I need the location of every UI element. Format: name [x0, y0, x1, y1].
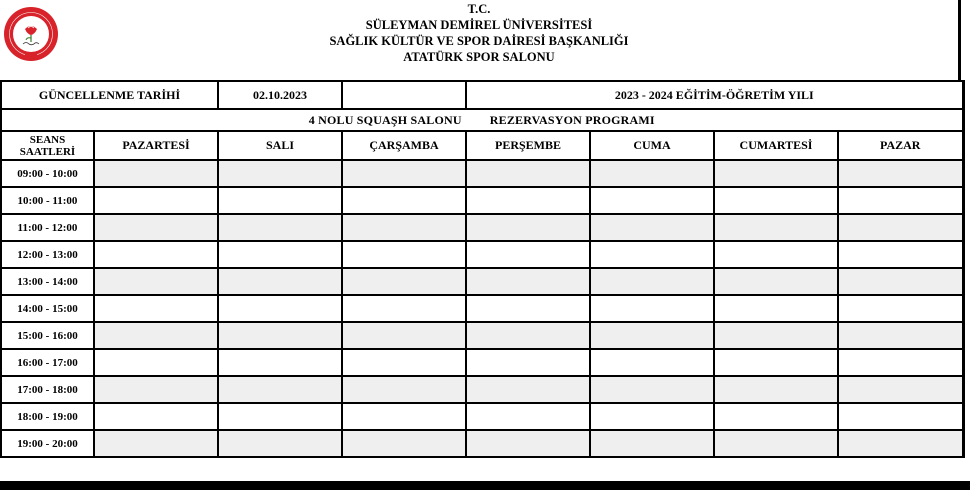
reservation-cell[interactable] [218, 268, 342, 295]
reservation-cell[interactable] [466, 322, 590, 349]
header-line-venue: ATATÜRK SPOR SALONU [403, 50, 555, 64]
reservation-cell[interactable] [94, 430, 218, 457]
header-right-border [958, 0, 961, 82]
reservation-cell[interactable] [838, 376, 963, 403]
info-empty-cell [342, 81, 466, 109]
reservation-cell[interactable] [714, 403, 838, 430]
header-line-university: SÜLEYMAN DEMİREL ÜNİVERSİTESİ [365, 18, 593, 32]
time-slot-row [1, 241, 963, 268]
time-slot-row [1, 376, 963, 403]
reservation-cell[interactable] [342, 376, 466, 403]
time-slot-label: 18:00 - 19:00 [1, 403, 94, 430]
reservation-cell[interactable] [94, 349, 218, 376]
time-slot-label: 16:00 - 17:00 [1, 349, 94, 376]
reservation-cell[interactable] [342, 268, 466, 295]
time-slot-label: 12:00 - 13:00 [1, 241, 94, 268]
info-row [1, 81, 963, 109]
reservation-cell[interactable] [838, 187, 963, 214]
header-line-department: SAĞLIK KÜLTÜR VE SPOR DAİRESİ BAŞKANLIĞI [329, 34, 629, 48]
time-slot-label: 11:00 - 12:00 [1, 214, 94, 241]
reservation-cell[interactable] [590, 349, 714, 376]
reservation-cell[interactable] [466, 187, 590, 214]
reservation-cell[interactable] [94, 187, 218, 214]
reservation-cell[interactable] [94, 241, 218, 268]
updated-date-value: 02.10.2023 [218, 81, 342, 109]
reservation-cell[interactable] [714, 322, 838, 349]
day-header: PERŞEMBE [466, 131, 590, 160]
time-slot-row [1, 160, 963, 187]
reservation-cell[interactable] [590, 430, 714, 457]
reservation-cell[interactable] [466, 430, 590, 457]
reservation-cell[interactable] [94, 403, 218, 430]
reservation-cell[interactable] [590, 376, 714, 403]
reservation-cell[interactable] [590, 187, 714, 214]
reservation-cell[interactable] [590, 403, 714, 430]
reservation-cell[interactable] [714, 214, 838, 241]
reservation-cell[interactable] [94, 214, 218, 241]
time-slot-row [1, 295, 963, 322]
time-slot-label: 15:00 - 16:00 [1, 322, 94, 349]
slot-rows [1, 160, 963, 457]
time-slot-label: 13:00 - 14:00 [1, 268, 94, 295]
reservation-cell[interactable] [466, 376, 590, 403]
reservation-cell[interactable] [342, 295, 466, 322]
reservation-cell[interactable] [714, 430, 838, 457]
hall-name: 4 NOLU SQUAŞH SALONU [308, 112, 462, 127]
reservation-cell[interactable] [342, 187, 466, 214]
reservation-cell[interactable] [466, 241, 590, 268]
reservation-cell[interactable] [342, 403, 466, 430]
reservation-cell[interactable] [342, 160, 466, 187]
time-slot-row [1, 403, 963, 430]
institution-title [0, 1, 958, 65]
reservation-table [0, 80, 965, 458]
reservation-cell[interactable] [590, 268, 714, 295]
header-line-tc: T.C. [467, 2, 491, 16]
reservation-cell[interactable] [838, 430, 963, 457]
reservation-cell[interactable] [94, 322, 218, 349]
academic-year: 2023 - 2024 EĞİTİM-ÖĞRETİM YILI [466, 81, 963, 109]
reservation-cell[interactable] [218, 376, 342, 403]
time-slot-row [1, 322, 963, 349]
day-header: PAZAR [838, 131, 963, 160]
reservation-cell[interactable] [466, 403, 590, 430]
day-header: CUMA [590, 131, 714, 160]
updated-date-label: GÜNCELLENME TARİHİ [1, 81, 218, 109]
reservation-cell[interactable] [466, 214, 590, 241]
reservation-cell[interactable] [218, 322, 342, 349]
reservation-cell[interactable] [218, 403, 342, 430]
reservation-cell[interactable] [466, 160, 590, 187]
reservation-cell[interactable] [838, 268, 963, 295]
reservation-cell[interactable] [218, 430, 342, 457]
reservation-cell[interactable] [342, 241, 466, 268]
column-header-row [1, 131, 963, 160]
reservation-cell[interactable] [590, 214, 714, 241]
reservation-cell[interactable] [342, 430, 466, 457]
day-header: PAZARTESİ [94, 131, 218, 160]
reservation-cell[interactable] [838, 403, 963, 430]
day-header: SALI [218, 131, 342, 160]
banner-row [1, 109, 963, 131]
reservation-cell[interactable] [714, 160, 838, 187]
reservation-cell[interactable] [838, 349, 963, 376]
time-slot-label: 09:00 - 10:00 [1, 160, 94, 187]
time-slot-row [1, 430, 963, 457]
reservation-cell[interactable] [218, 295, 342, 322]
time-slot-label: 14:00 - 15:00 [1, 295, 94, 322]
program-name: REZERVASYON PROGRAMI [489, 112, 655, 127]
reservation-cell[interactable] [590, 160, 714, 187]
reservation-cell[interactable] [590, 295, 714, 322]
reservation-cell[interactable] [714, 376, 838, 403]
bottom-border [0, 481, 970, 490]
page-header [0, 0, 958, 78]
time-slot-row [1, 349, 963, 376]
reservation-cell[interactable] [466, 295, 590, 322]
reservation-cell[interactable] [94, 160, 218, 187]
day-header: ÇARŞAMBA [342, 131, 466, 160]
reservation-cell[interactable] [466, 268, 590, 295]
reservation-cell[interactable] [838, 160, 963, 187]
reservation-cell[interactable] [838, 322, 963, 349]
reservation-cell[interactable] [714, 295, 838, 322]
reservation-cell[interactable] [94, 295, 218, 322]
reservation-cell[interactable] [838, 295, 963, 322]
day-header: CUMARTESİ [714, 131, 838, 160]
time-slot-row [1, 214, 963, 241]
time-slot-row [1, 268, 963, 295]
time-slot-label: 10:00 - 11:00 [1, 187, 94, 214]
seans-header: SEANS SAATLERİ [1, 131, 94, 160]
reservation-cell[interactable] [218, 241, 342, 268]
program-banner [1, 109, 963, 131]
reservation-cell[interactable] [838, 241, 963, 268]
reservation-cell[interactable] [218, 349, 342, 376]
time-slot-label: 17:00 - 18:00 [1, 376, 94, 403]
reservation-cell[interactable] [342, 322, 466, 349]
reservation-cell[interactable] [714, 187, 838, 214]
reservation-cell[interactable] [838, 214, 963, 241]
reservation-cell[interactable] [94, 268, 218, 295]
reservation-cell[interactable] [590, 322, 714, 349]
reservation-cell[interactable] [590, 241, 714, 268]
reservation-cell[interactable] [714, 241, 838, 268]
reservation-cell[interactable] [218, 187, 342, 214]
reservation-cell[interactable] [714, 349, 838, 376]
reservation-cell[interactable] [342, 214, 466, 241]
reservation-cell[interactable] [218, 160, 342, 187]
reservation-cell[interactable] [714, 268, 838, 295]
reservation-cell[interactable] [94, 376, 218, 403]
reservation-cell[interactable] [466, 349, 590, 376]
time-slot-row [1, 187, 963, 214]
reservation-cell[interactable] [218, 214, 342, 241]
time-slot-label: 19:00 - 20:00 [1, 430, 94, 457]
reservation-cell[interactable] [342, 349, 466, 376]
